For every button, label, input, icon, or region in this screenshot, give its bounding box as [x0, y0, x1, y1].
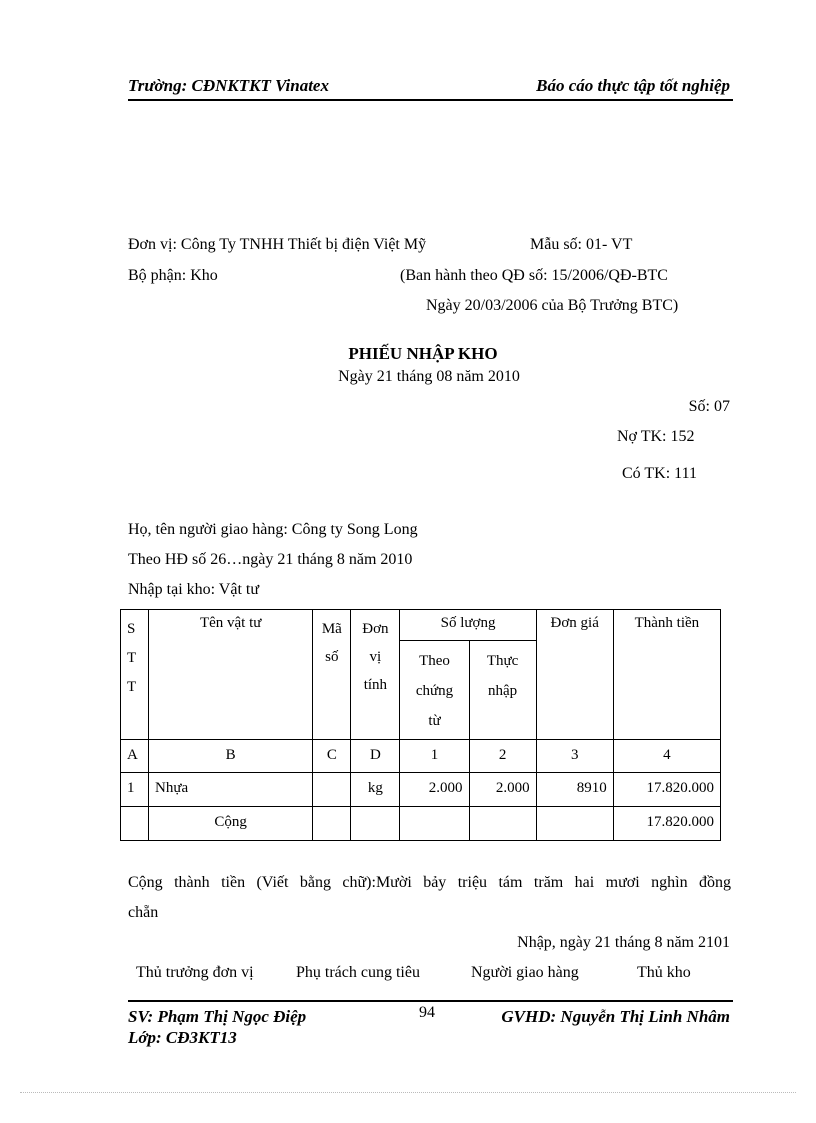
signature-director: Thủ trưởng đơn vị — [136, 964, 254, 981]
code-cell: 2 — [469, 740, 536, 773]
footer-rule — [128, 1000, 733, 1002]
credit-account: Có TK: 111 — [622, 465, 697, 482]
row-qty-actual: 2.000 — [469, 773, 536, 807]
receipt-date: Nhập, ngày 21 tháng 8 năm 2101 — [517, 934, 730, 951]
issued-date: Ngày 20/03/2006 của Bộ Trưởng BTC) — [426, 297, 679, 314]
page-edge-divider — [20, 1092, 796, 1093]
document-title: PHIẾU NHẬP KHO — [348, 344, 498, 363]
footer-class: Lớp: CĐ3KT13 — [128, 1028, 237, 1047]
department: Bộ phận: Kho — [128, 267, 218, 284]
code-cell: 3 — [536, 740, 613, 773]
header-actual: Thực nhập — [469, 641, 536, 740]
goods-receipt-table — [120, 609, 721, 841]
warehouse: Nhập tại kho: Vật tư — [128, 581, 260, 598]
row-amount: 17.820.000 — [613, 773, 720, 807]
amount-in-words: Cộng thành tiền (Viết bằng chữ):Mười bảy triệu tám trăm hai mươi nghìn đồng — [128, 874, 731, 891]
row-item-name: Nhựa — [149, 773, 313, 807]
form-number: Mẫu số: 01- VT — [530, 236, 633, 253]
code-row — [121, 740, 721, 773]
document-number: Số: 07 — [688, 398, 730, 415]
header-report-title: Báo cáo thực tập tốt nghiệp — [536, 76, 730, 95]
row-unit: kg — [351, 773, 400, 807]
signature-deliverer: Người giao hàng — [471, 964, 579, 981]
header-amount: Thành tiền — [613, 610, 720, 740]
row-qty-document: 2.000 — [400, 773, 469, 807]
header-quantity: Số lượng — [400, 610, 536, 641]
total-label: Cộng — [149, 807, 313, 841]
debit-account: Nợ TK: 152 — [617, 428, 695, 445]
code-cell: B — [149, 740, 313, 773]
signature-storekeeper: Thủ kho — [637, 964, 691, 981]
code-cell: 4 — [613, 740, 720, 773]
header-unit-price: Đơn giá — [536, 610, 613, 740]
total-amount: 17.820.000 — [613, 807, 720, 841]
code-cell: D — [351, 740, 400, 773]
code-cell: A — [121, 740, 149, 773]
header-stt: S T T — [121, 610, 149, 740]
row-code — [313, 773, 351, 807]
header-school: Trường: CĐNKTKT Vinatex — [128, 76, 329, 95]
header-item-name: Tên vật tư — [149, 610, 313, 740]
document-date: Ngày 21 tháng 08 năm 2010 — [338, 368, 520, 385]
code-cell: 1 — [400, 740, 469, 773]
row-stt: 1 — [121, 773, 149, 807]
signature-supply-manager: Phụ trách cung tiêu — [296, 964, 420, 981]
amount-in-words-continued: chẵn — [128, 904, 159, 921]
header-rule — [128, 99, 733, 101]
issued-by-decision: (Ban hành theo QĐ số: 15/2006/QĐ-BTC — [400, 267, 668, 284]
header-unit: Đơn vị tính — [351, 610, 400, 740]
contract-reference: Theo HĐ số 26…ngày 21 tháng 8 năm 2010 — [128, 551, 413, 568]
company-unit: Đơn vị: Công Ty TNHH Thiết bị điện Việt Mỹ — [128, 236, 427, 253]
row-unit-price: 8910 — [536, 773, 613, 807]
code-cell: C — [313, 740, 351, 773]
total-row — [121, 807, 721, 841]
header-code: Mã số — [313, 610, 351, 740]
table-row — [121, 773, 721, 807]
deliverer-name: Họ, tên người giao hàng: Công ty Song Long — [128, 521, 418, 538]
header-per-document: Theo chứng từ — [400, 641, 469, 740]
footer-supervisor: GVHD: Nguyễn Thị Linh Nhâm — [501, 1007, 730, 1026]
footer-student: SV: Phạm Thị Ngọc Điệp — [128, 1007, 307, 1026]
page-number: 94 — [419, 1004, 435, 1021]
